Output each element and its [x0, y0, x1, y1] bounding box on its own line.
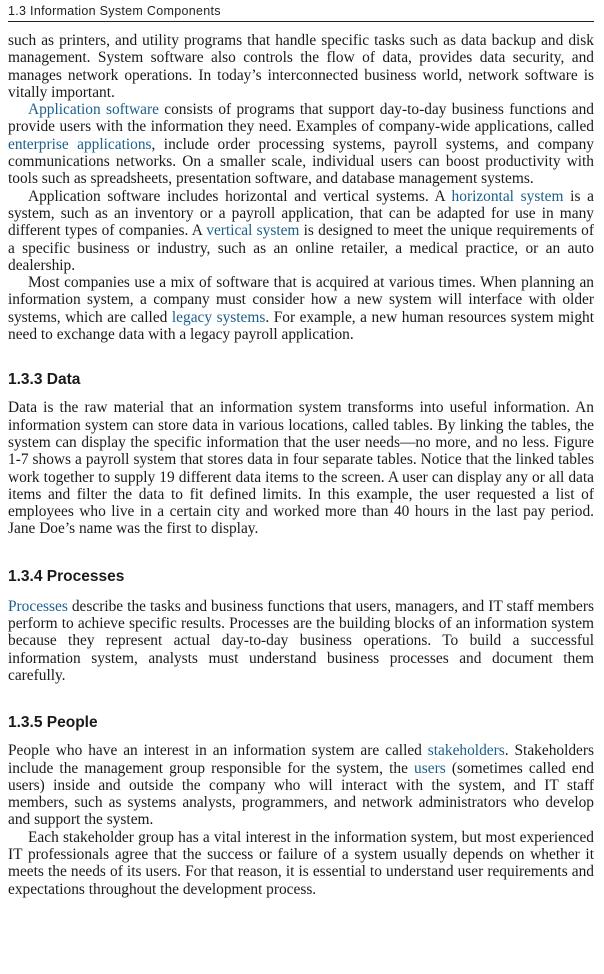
running-head: 1.3 Information System Components	[8, 0, 594, 22]
text-run: , include order processing systems, payroll systems, and company communications networks. On a smaller scale, individual users can boost productivity with tools such as spreadsheets, presentation software, and database management systems.	[8, 135, 594, 188]
text-run: Application software includes horizontal and vertical systems. A	[28, 187, 452, 205]
term-processes: Processes	[8, 597, 68, 615]
text-run: Most companies use a mix of software that is acquired at various times. When planning an information system, a company must consider how a new system will interface with older systems, which are called	[8, 274, 594, 326]
page	[8, 0, 594, 898]
term-enterprise-applications: enterprise applications	[8, 135, 152, 153]
text-run: People who have an interest in an information system are called	[8, 742, 428, 760]
term-stakeholders: stakeholders	[427, 742, 505, 760]
body-text	[8, 32, 594, 898]
text-run: describe the tasks and business functions that users, managers, and IT staff members perform to achieve specific results. Processes are the building blocks of an information system because they represent actual day-to-day business operations. To build a successful information system, analysts must understand business processes and document them carefully.	[8, 597, 594, 684]
text-run: is a system, such as an inventory or a payroll application, that can be adapted for use in many different types of companies. A	[8, 187, 594, 240]
paragraph-processes	[8, 598, 594, 684]
term-application-software: Application software	[28, 101, 159, 119]
paragraph-horizontal-vertical	[8, 188, 594, 274]
paragraph-data: Data is the raw material that an information system transforms into useful information. An information system can store data in various locations, called tables. By linking the tables, the system can display the specific information that the user needs—no more, and no less. Figure 1-7 shows a payroll system that stores data in four separate tables. Notice that the linked tables work together to supply 19 different data items to the screen. A user can display any or all data items and filter the data to fit defined limits. In this example, the user requested a list of employees who live in a certain city and worked more than 40 hours in the last pay period. Jane Doe’s name was the first to display.	[8, 399, 594, 538]
term-vertical-system: vertical system	[206, 222, 300, 240]
paragraph-legacy-systems	[8, 274, 594, 343]
text-run: . Stakeholders include the management group responsible for the system, the	[8, 742, 594, 777]
paragraph-application-software	[8, 101, 594, 187]
text-run: consists of programs that support day-to-day business functions and provide users with the information they need. Examples of company-wide applications, called	[8, 101, 595, 136]
text-run: . For example, a new human resources system might need to exchange data with a legacy payroll application.	[8, 308, 595, 344]
heading-data: 1.3.3 Data	[8, 371, 81, 389]
paragraph-system-software: such as printers, and utility programs that handle specific tasks such as data backup and disk management. System software also controls the flow of data, provides data security, and manages network operations. In today’s interconnected business world, network software is vitally important.	[8, 32, 594, 101]
text-run: is designed to meet the unique requirements of a specific business or industry, such as an online retailer, a medical practice, or an auto dealership.	[8, 222, 594, 274]
heading-people: 1.3.5 People	[8, 714, 98, 732]
term-horizontal-system: horizontal system	[451, 187, 564, 205]
text-run: (sometimes called end users) inside and outside the company who will interact with the system, and IT staff members, such as systems analysts, programmers, and network administrators who develop and support the system.	[8, 759, 594, 829]
paragraph-stakeholders	[8, 742, 594, 828]
term-users: users	[414, 759, 446, 777]
term-legacy-systems: legacy systems	[171, 308, 266, 326]
paragraph-user-needs: Each stakeholder group has a vital interest in the information system, but most experienced IT professionals agree that the success or failure of a system usually depends on whether it meets the needs of its users. For that reason, it is essential to understand user requirements and expectations throughout the development process.	[8, 828, 594, 898]
heading-processes: 1.3.4 Processes	[8, 567, 125, 585]
